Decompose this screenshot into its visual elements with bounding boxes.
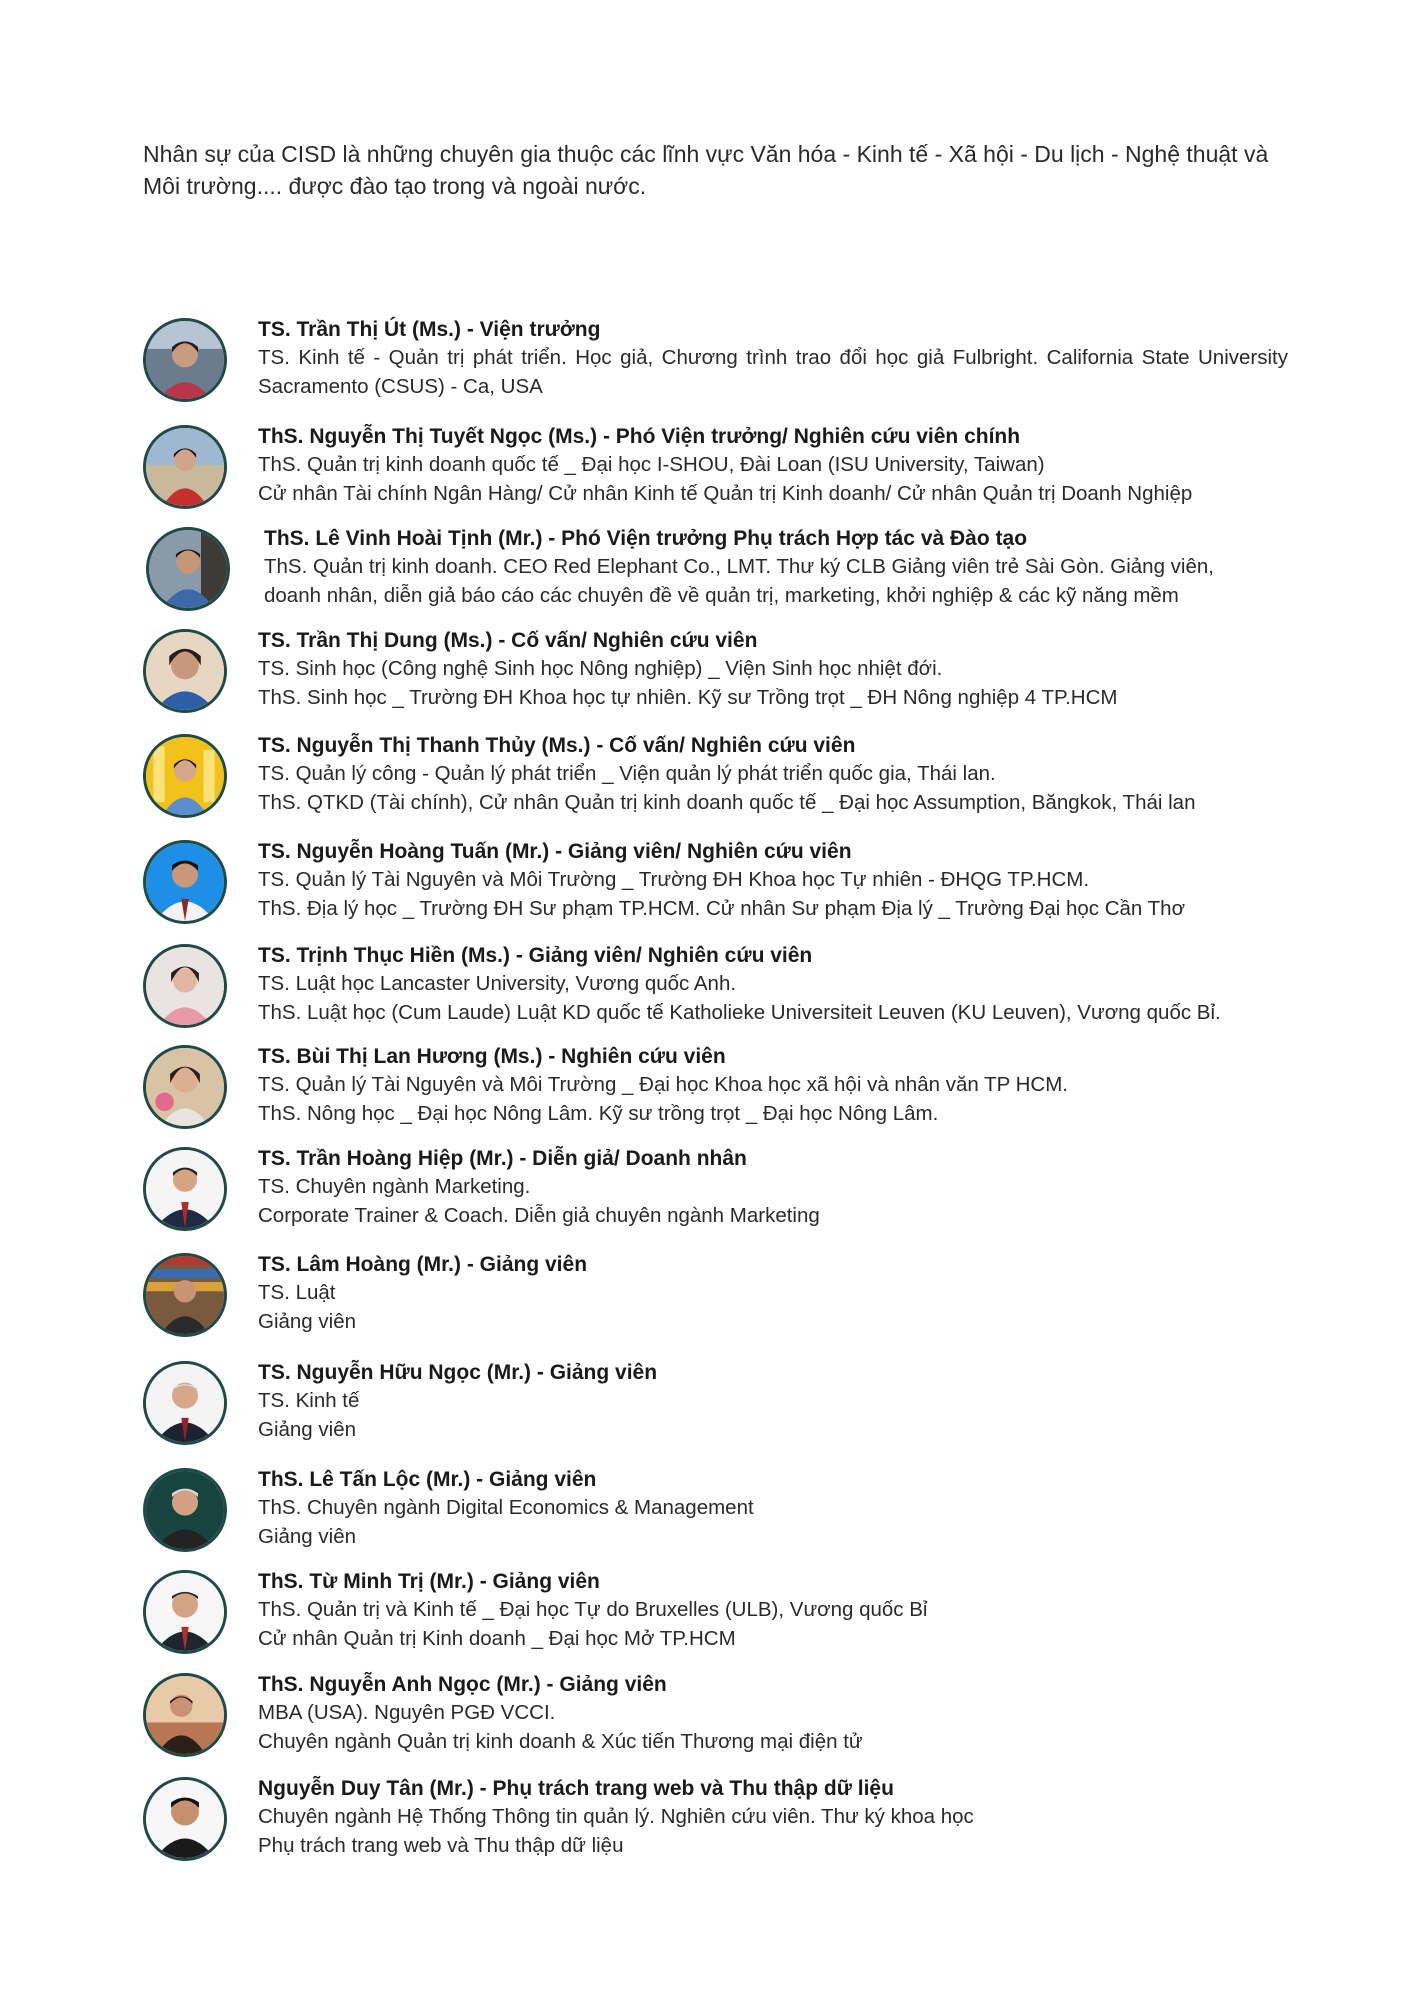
staff-detail: Chuyên ngành Hệ Thống Thông tin quản lý. Nghiên cứu viên. Thư ký khoa học (258, 1805, 974, 1828)
staff-name: ThS. Lê Tấn Lộc (Mr.) - Giảng viên (258, 1468, 597, 1491)
staff-detail: ThS. Chuyên ngành Digital Economics & Management (258, 1496, 754, 1519)
staff-detail: Giảng viên (258, 1524, 357, 1548)
staff-name: TS. Trần Hoàng Hiệp (Mr.) - Diễn giả/ Doanh nhân (258, 1147, 747, 1170)
portrait-avatar (143, 944, 227, 1028)
staff-detail: TS. Luật (258, 1281, 336, 1304)
portrait-avatar (143, 425, 227, 509)
portrait-avatar (143, 1673, 227, 1757)
staff-entry (143, 732, 1303, 827)
staff-detail: ThS. Sinh học _ Trường ĐH Khoa học tự nhiên. Kỹ sư Trồng trọt _ ĐH Nông nghiệp 4 TP.HCM (258, 685, 1118, 709)
portrait-avatar (143, 1777, 227, 1861)
staff-entry (143, 1775, 1303, 1870)
staff-detail: ThS. Địa lý học _ Trường ĐH Sư phạm TP.HCM. Cử nhân Sư phạm Địa lý _ Trường Đại học Cần Thơ (258, 896, 1186, 920)
staff-entry (143, 942, 1303, 1037)
staff-detail: ThS. Quản trị và Kinh tế _ Đại học Tự do Bruxelles (ULB), Vương quốc Bỉ (258, 1598, 928, 1621)
staff-detail: TS. Sinh học (Công nghệ Sinh học Nông nghiệp) _ Viện Sinh học nhiệt đới. (258, 657, 943, 680)
portrait-avatar (143, 1468, 227, 1552)
staff-detail: TS. Quản lý Tài Nguyên và Môi Trường _ Đại học Khoa học xã hội và nhân văn TP HCM. (258, 1073, 1068, 1096)
staff-name: ThS. Nguyễn Thị Tuyết Ngọc (Ms.) - Phó Viện trưởng/ Nghiên cứu viên chính (258, 425, 1021, 448)
staff-name: TS. Trần Thị Út (Ms.) - Viện trưởng (258, 318, 601, 341)
staff-entry (143, 1043, 1303, 1138)
intro-paragraph: Nhân sự của CISD là những chuyên gia thuộc các lĩnh vực Văn hóa - Kinh tế - Xã hội - Du lịch - Nghệ thuật và Môi trường.... được đào tạo trong và ngoài nước. (143, 141, 1269, 199)
staff-detail: TS. Quản lý công - Quản lý phát triển _ Viện quản lý phát triển quốc gia, Thái lan. (258, 762, 996, 785)
portrait-avatar (143, 734, 227, 818)
staff-detail: Cử nhân Quản trị Kinh doanh _ Đại học Mở TP.HCM (258, 1626, 736, 1650)
staff-entry (143, 1251, 1303, 1346)
staff-detail: MBA (USA). Nguyên PGĐ VCCI. (258, 1701, 556, 1724)
staff-entry (143, 423, 1303, 518)
portrait-avatar (143, 318, 227, 402)
portrait-avatar (143, 1045, 227, 1129)
staff-detail: TS. Kinh tế - Quản trị phát triển. Học giả, Chương trình trao đổi học giả Fulbright. California State University Sacramento (CSUS) - Ca, USA (258, 346, 1288, 398)
staff-detail: Chuyên ngành Quản trị kinh doanh & Xúc tiến Thương mại điện tử (258, 1729, 863, 1753)
portrait-avatar (143, 1147, 227, 1231)
staff-detail: TS. Chuyên ngành Marketing. (258, 1175, 531, 1198)
staff-name: ThS. Từ Minh Trị (Mr.) - Giảng viên (258, 1570, 600, 1593)
staff-entry (143, 525, 1303, 620)
staff-name: TS. Bùi Thị Lan Hương (Ms.) - Nghiên cứu viên (258, 1045, 726, 1068)
staff-detail: TS. Luật học Lancaster University, Vương quốc Anh. (258, 972, 737, 995)
staff-entry (143, 1145, 1303, 1240)
staff-name: ThS. Lê Vinh Hoài Tịnh (Mr.) - Phó Viện trưởng Phụ trách Hợp tác và Đào tạo (264, 527, 1028, 550)
staff-detail: Giảng viên (258, 1309, 357, 1333)
staff-entry (143, 316, 1303, 411)
staff-name: TS. Trần Thị Dung (Ms.) - Cố vấn/ Nghiên cứu viên (258, 629, 758, 652)
staff-detail: Giảng viên (258, 1417, 357, 1441)
staff-detail: ThS. Nông học _ Đại học Nông Lâm. Kỹ sư trồng trọt _ Đại học Nông Lâm. (258, 1101, 939, 1125)
staff-entry (143, 838, 1303, 933)
portrait-avatar (143, 629, 227, 713)
staff-detail: ThS. Quản trị kinh doanh. CEO Red Elephant Co., LMT. Thư ký CLB Giảng viên trẻ Sài Gòn. Giảng viên, (264, 555, 1214, 578)
staff-detail: ThS. Quản trị kinh doanh quốc tế _ Đại học I-SHOU, Đài Loan (ISU University, Taiwan) (258, 453, 1045, 476)
staff-name: TS. Nguyễn Hoàng Tuấn (Mr.) - Giảng viên/ Nghiên cứu viên (258, 840, 852, 863)
staff-entry (143, 1466, 1303, 1561)
staff-name: ThS. Nguyễn Anh Ngọc (Mr.) - Giảng viên (258, 1673, 667, 1696)
staff-entry (143, 1671, 1303, 1766)
staff-detail: ThS. Luật học (Cum Laude) Luật KD quốc tế Katholieke Universiteit Leuven (KU Leuven), Vương quốc Bỉ. (258, 1000, 1221, 1024)
staff-name: TS. Nguyễn Thị Thanh Thủy (Ms.) - Cố vấn/ Nghiên cứu viên (258, 734, 856, 757)
staff-detail: TS. Kinh tế (258, 1389, 360, 1412)
portrait-avatar (143, 840, 227, 924)
staff-detail: Phụ trách trang web và Thu thập dữ liệu (258, 1833, 624, 1857)
staff-entry (143, 627, 1303, 722)
staff-entry (143, 1568, 1303, 1663)
staff-name: Nguyễn Duy Tân (Mr.) - Phụ trách trang web và Thu thập dữ liệu (258, 1777, 894, 1800)
staff-name: TS. Trịnh Thục Hiền (Ms.) - Giảng viên/ Nghiên cứu viên (258, 944, 813, 967)
staff-detail: Corporate Trainer & Coach. Diễn giả chuyên ngành Marketing (258, 1203, 820, 1227)
staff-entry (143, 1359, 1303, 1454)
staff-detail: ThS. QTKD (Tài chính), Cử nhân Quản trị kinh doanh quốc tế _ Đại học Assumption, Băngkok, Thái lan (258, 790, 1196, 814)
staff-detail: Cử nhân Tài chính Ngân Hàng/ Cử nhân Kinh tế Quản trị Kinh doanh/ Cử nhân Quản trị Doanh Nghiệp (258, 481, 1193, 505)
staff-name: TS. Nguyễn Hữu Ngọc (Mr.) - Giảng viên (258, 1361, 658, 1384)
portrait-avatar (143, 1570, 227, 1654)
portrait-avatar (143, 1361, 227, 1445)
staff-detail: TS. Quản lý Tài Nguyên và Môi Trường _ Trường ĐH Khoa học Tự nhiên - ĐHQG TP.HCM. (258, 868, 1090, 891)
portrait-avatar (143, 1253, 227, 1337)
staff-name: TS. Lâm Hoàng (Mr.) - Giảng viên (258, 1253, 588, 1276)
portrait-avatar (146, 527, 230, 611)
staff-detail: doanh nhân, diễn giả báo cáo các chuyên đề về quản trị, marketing, khởi nghiệp & các kỹ năng mềm (264, 583, 1179, 607)
